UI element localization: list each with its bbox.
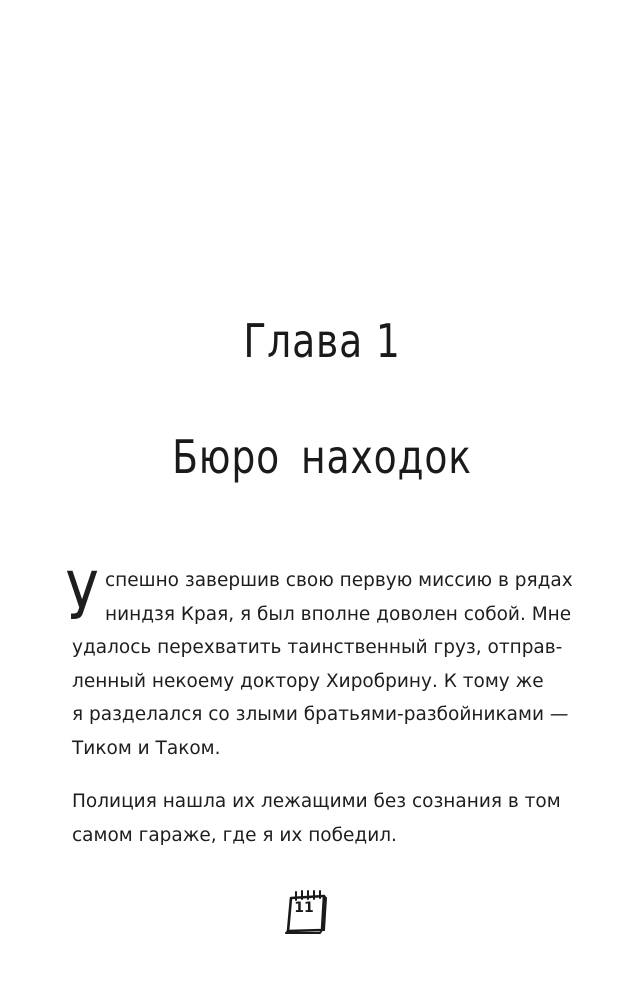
chapter-number: Глава 1 <box>243 314 401 368</box>
paragraph-line: я разделался со злыми братьями-разбойниками — <box>72 704 569 725</box>
page-number: 11 <box>294 900 314 916</box>
paragraph-line: удалось перехватить таинственный груз, отправ- <box>72 637 563 658</box>
paragraph-2 <box>72 785 587 852</box>
chapter-title: Бюро находок <box>172 430 472 484</box>
paragraph-line: ленный некоему доктору Хиробрину. К тому же <box>72 670 544 692</box>
page-number-badge <box>282 886 332 936</box>
paragraph-line: Тиком и Таком. <box>72 737 221 759</box>
paragraph-1 <box>66 558 587 765</box>
drop-cap: У <box>66 558 99 635</box>
paragraph-line: самом гараже, где я их победил. <box>72 824 397 846</box>
paragraph-line: ниндзя Края, я был вполне доволен собой. Мне <box>105 603 572 625</box>
line-text: спешно завершив свою первую миссию в рядах <box>105 570 573 591</box>
paragraph-line: Полиция нашла их лежащими без сознания в том <box>72 791 561 812</box>
